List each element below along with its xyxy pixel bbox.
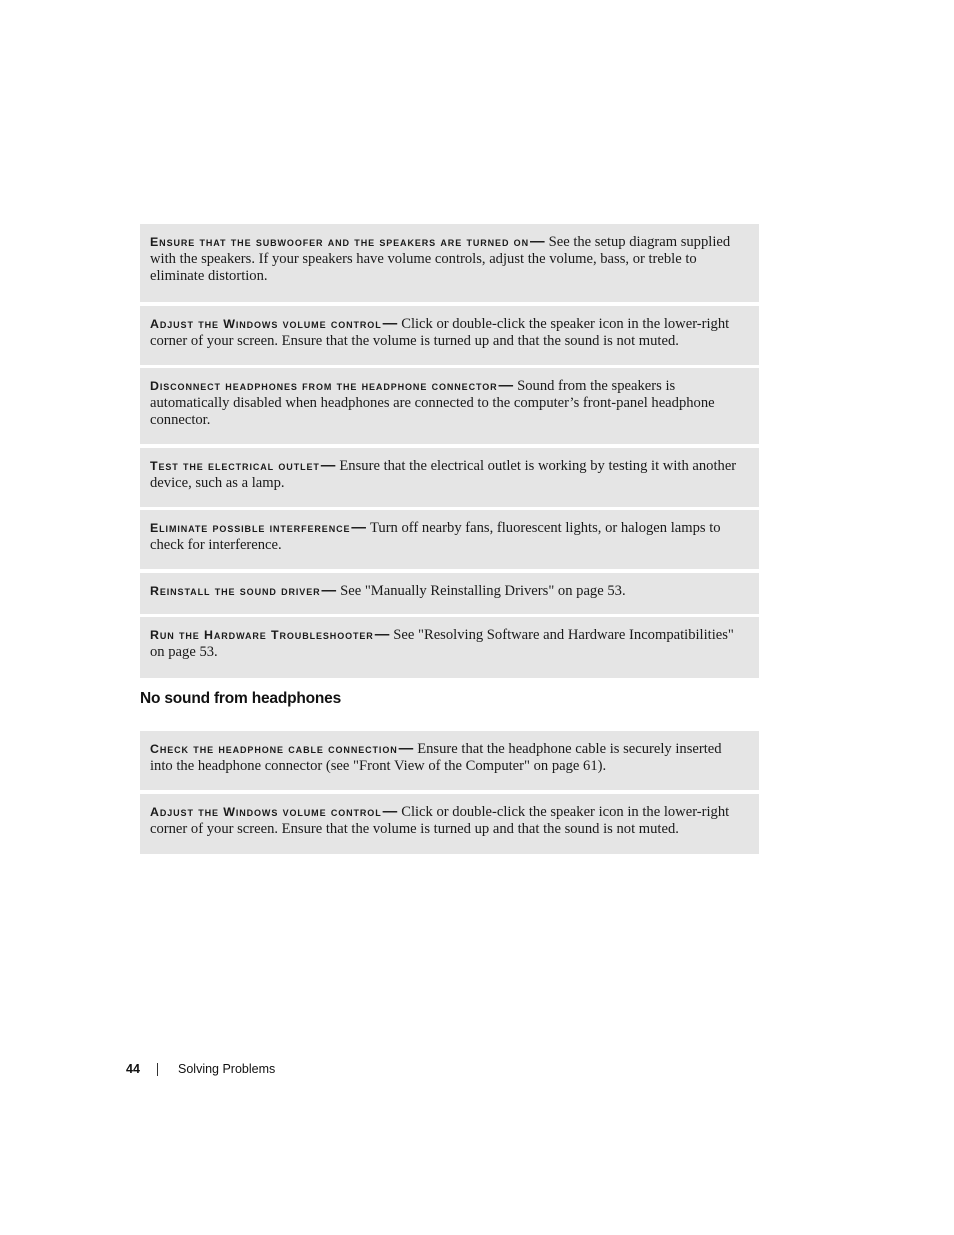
em-dash: —	[498, 378, 514, 394]
item-text: See "Resolving Software and Hardware Incompatibilities" on page 53.	[150, 627, 734, 660]
page-number: 44	[126, 1062, 140, 1076]
em-dash: —	[320, 458, 336, 474]
item-text: See the setup diagram supplied with the speakers. If your speakers have volume controls, adjust the volume, bass, or treble to eliminate distortion.	[150, 234, 731, 284]
item-text: Click or double-click the speaker icon in the lower-right corner of your screen. Ensure that the volume is turned up and that the sound is not muted.	[150, 316, 730, 349]
troubleshoot-item-hardware-troubleshooter	[140, 617, 759, 678]
item-lead: Check the headphone cable connection	[150, 742, 398, 756]
troubleshoot-item-interference	[140, 510, 759, 569]
footer-section-title: Solving Problems	[178, 1062, 276, 1076]
troubleshoot-item-volume-control-2	[140, 794, 759, 854]
em-dash: —	[374, 627, 390, 643]
item-lead: Test the electrical outlet	[150, 459, 320, 473]
item-text: Sound from the speakers is automatically disabled when headphones are connected to the computer’s front-panel headphone connector.	[150, 378, 715, 428]
troubleshoot-item-disconnect-headphones	[140, 368, 759, 444]
item-text: Ensure that the headphone cable is securely inserted into the headphone connector (see "Front View of the Computer" on page 61).	[150, 741, 722, 774]
item-lead: Eliminate possible interference	[150, 521, 351, 535]
item-lead: Disconnect headphones from the headphone connector	[150, 379, 498, 393]
footer-separator	[157, 1063, 158, 1076]
item-lead: Reinstall the sound driver	[150, 584, 321, 598]
item-text: Click or double-click the speaker icon in the lower-right corner of your screen. Ensure that the volume is turned up and that the sound is not muted.	[150, 804, 730, 837]
item-text: Ensure that the electrical outlet is working by testing it with another device, such as a lamp.	[150, 458, 737, 491]
em-dash: —	[398, 741, 414, 757]
item-lead: Run the Hardware Troubleshooter	[150, 628, 374, 642]
troubleshoot-item-subwoofer	[140, 224, 759, 302]
item-lead: Adjust the Windows volume control	[150, 805, 382, 819]
item-text: See "Manually Reinstalling Drivers" on page 53.	[340, 583, 626, 599]
em-dash: —	[530, 234, 545, 250]
troubleshoot-item-electrical-outlet	[140, 448, 759, 507]
item-lead: Adjust the Windows volume control	[150, 317, 382, 331]
item-text: Turn off nearby fans, fluorescent lights, or halogen lamps to check for interference.	[150, 520, 721, 553]
em-dash: —	[382, 804, 398, 820]
troubleshoot-item-sound-driver	[140, 573, 759, 614]
troubleshoot-item-cable-connection	[140, 731, 759, 790]
item-lead: Ensure that the subwoofer and the speakers are turned on	[150, 235, 529, 249]
troubleshoot-item-volume-control	[140, 306, 759, 365]
em-dash: —	[382, 316, 398, 332]
em-dash: —	[321, 583, 337, 599]
section-heading: No sound from headphones	[140, 690, 342, 707]
em-dash: —	[351, 520, 366, 536]
page-footer	[126, 1062, 275, 1076]
